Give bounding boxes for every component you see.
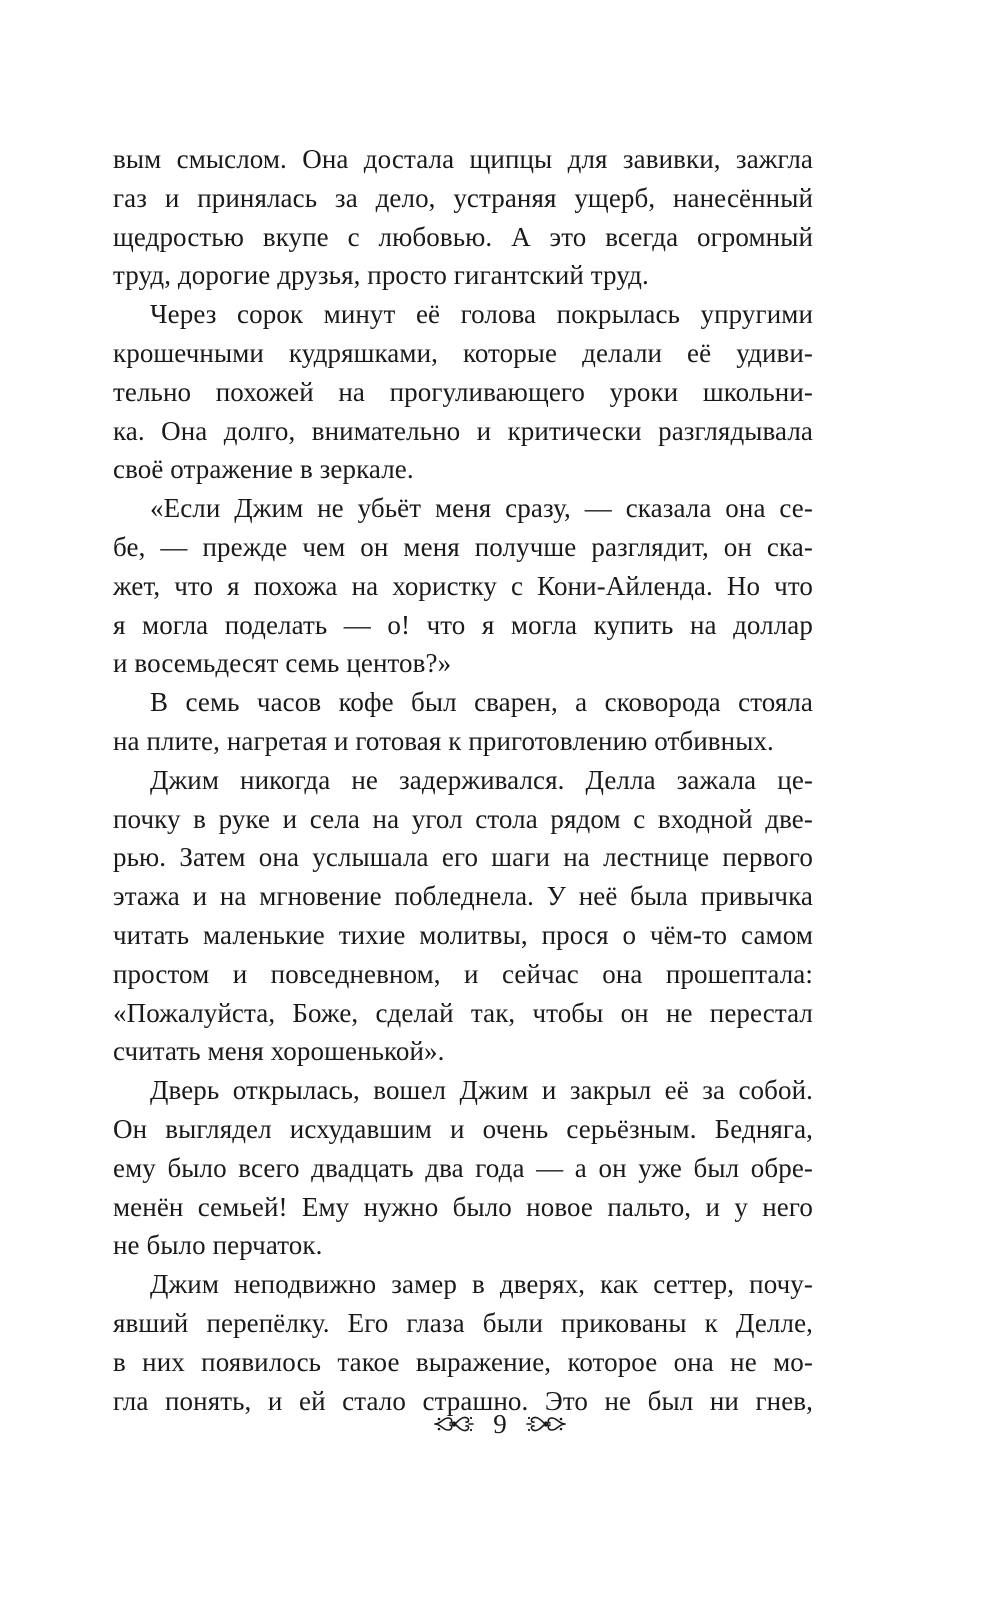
text-line: «Если Джим не убьёт меня сразу, — сказала она се- xyxy=(150,493,813,524)
paragraph xyxy=(113,295,813,489)
text-line: гла понять, и ей стало страшно. Это не был ни гнев, xyxy=(113,1385,813,1416)
text-line: Через сорок минут её голова покрылась упругими xyxy=(150,299,813,330)
text-line: простом и повседневном, и сейчас она прошептала: xyxy=(113,958,813,989)
text-line: рью. Затем она услышала его шаги на лестнице первого xyxy=(113,842,813,873)
text-line: щедростью вкупе с любовью. А это всегда огромный xyxy=(113,221,813,252)
text-line: Джим неподвижно замер в дверях, как сеттер, почу- xyxy=(150,1269,813,1300)
text-line: крошечными кудряшками, которые делали её удиви- xyxy=(113,337,813,368)
paragraph xyxy=(113,761,813,1071)
text-line: труд, дорогие друзья, просто гигантский труд. xyxy=(113,260,649,291)
paragraph xyxy=(113,1265,813,1420)
text-line: менён семьей! Ему нужно было новое пальто, и у него xyxy=(113,1191,813,1222)
text-line: на плите, нагретая и готовая к приготовлению отбивных. xyxy=(113,725,774,756)
text-line: не было перчаток. xyxy=(113,1230,323,1261)
text-line: в них появилось такое выражение, которое она не мо- xyxy=(113,1346,813,1377)
page-number: 9 xyxy=(493,1409,507,1439)
body-text xyxy=(113,140,813,1420)
text-line: «Пожалуйста, Боже, сделай так, чтобы он не перестал xyxy=(113,997,813,1028)
text-line: Он выглядел исхудавшим и очень серьёзным. Бедняга, xyxy=(113,1113,813,1144)
paragraph xyxy=(113,1071,813,1265)
text-line: считать меня хорошенькой». xyxy=(113,1036,445,1067)
paragraph xyxy=(113,683,813,761)
text-line: Джим никогда не задерживался. Делла зажала це- xyxy=(150,764,813,795)
text-line: и восемьдесят семь центов?» xyxy=(113,648,452,679)
text-line: бе, — прежде чем он меня получше разглядит, он ска- xyxy=(113,531,813,562)
text-line: жет, что я похожа на хористку с Кони-Айленда. Но что xyxy=(113,570,813,601)
text-line: я могла поделать — о! что я могла купить на доллар xyxy=(113,609,813,640)
page-footer xyxy=(0,1402,1000,1446)
paragraph xyxy=(113,140,813,295)
text-line: явший перепёлку. Его глаза были прикованы к Делле, xyxy=(113,1307,813,1338)
text-line: этажа и на мгновение побледнела. У неё была привычка xyxy=(113,881,813,912)
text-line: газ и принялась за дело, устраняя ущерб, нанесённый xyxy=(113,182,813,213)
text-line: Дверь открылась, вошел Джим и закрыл её за собой. xyxy=(150,1075,813,1106)
text-line: ему было всего двадцать два года — а он уже был обре- xyxy=(113,1152,813,1183)
text-line: вым смыслом. Она достала щипцы для завивки, зажгла xyxy=(113,144,813,174)
paragraph xyxy=(113,489,813,683)
text-line: своё отражение в зеркале. xyxy=(113,454,414,485)
text-line: В семь часов кофе был сварен, а сковорода стояла xyxy=(150,687,813,718)
text-line: тельно похожей на прогуливающего уроки школьни- xyxy=(113,376,813,407)
fleuron-left-icon xyxy=(433,1410,475,1438)
text-line: ка. Она долго, внимательно и критически разглядывала xyxy=(113,415,813,446)
text-line: читать маленькие тихие молитвы, прося о чём-то самом xyxy=(113,919,813,950)
fleuron-right-icon xyxy=(525,1410,567,1438)
text-line: почку в руке и села на угол стола рядом с входной две- xyxy=(113,803,813,834)
